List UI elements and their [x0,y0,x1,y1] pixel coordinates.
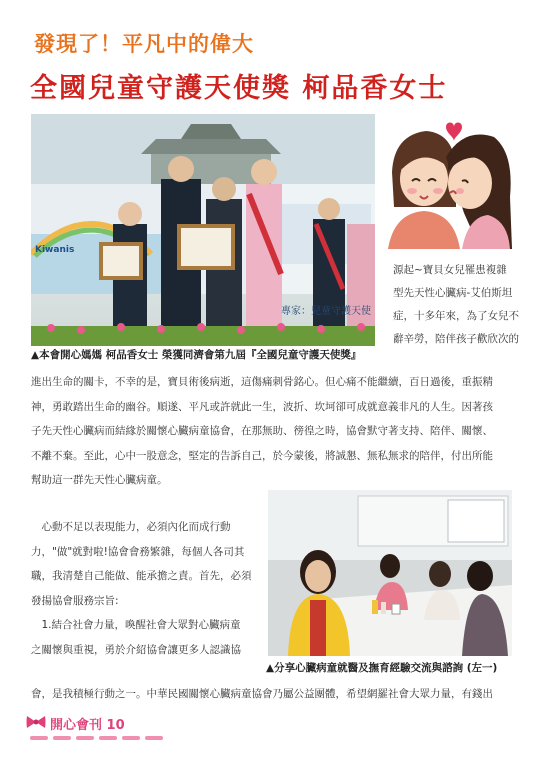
side-text-column [393,259,523,351]
kiwanis-banner-text: Kiwanis [35,245,75,255]
side-line: 型先天性心臟病-艾伯斯坦 [393,287,513,299]
footer-dash [30,736,48,740]
footer-dash [76,736,94,740]
footer-dash [99,736,117,740]
body-line: 發揚協會服務宗旨: [31,594,119,607]
footer-dash [53,736,71,740]
footer-dashes [30,736,163,740]
kissing-girls-illustration [384,117,514,249]
section-kicker: 發現了！平凡中的偉大 [34,32,254,56]
body-line: 子先天性心臟病而結緣於關懷心臟病童協會，在那無助、徬徨之時，協會默守著支持、陪伴、關懷、 [31,425,493,437]
bow-icon [26,714,46,734]
body-line: 幫助這一群先天性心臟病童。 [31,474,168,486]
body-paragraph-left [31,515,266,662]
body-line: 進出生命的關卡，不幸的是，寶貝術後病逝，這傷痛刺骨銘心。但心痛不能繼續，百日過後，重振精 [31,376,493,388]
page-footer [26,712,166,742]
award-ceremony-photo [31,114,375,346]
body-line: 心動不足以表現能力，必須內化而成行動 [31,521,231,533]
body-line: 之關懷與重視，勇於介紹協會讓更多人認識協 [31,643,241,656]
body-line: 不離不棄。至此，心中一股意念，堅定的告訴自己，於今蒙後，將誠懇、無私無求的陪伴，付出所能 [31,449,493,462]
body-line: 1.結合社會力量，喚醒社會大眾對心臟病童 [31,619,241,631]
footer-dash [122,736,140,740]
body-paragraph-full [31,370,521,493]
side-line: 症，十多年來，為了女兒不 [393,310,519,322]
page-headline: 全國兒童守護天使獎 柯品香女士 [30,73,448,104]
consultation-caption: ▲分享心臟病童就醫及撫育經驗交流與諮詢 (左一) [266,662,498,674]
side-line: 辭辛勞，陪伴孩子歡欣次的 [393,333,519,345]
body-line: 神，勇敢踏出生命的幽谷。順遂、平凡或許就此一生，波折、坎坷卻可成就意義非凡的人生。因著孩 [31,400,493,413]
consultation-photo [268,490,512,656]
body-line: 職，我清楚自己能做、能承擔之責。首先，必須 [31,570,252,582]
photo-caption: ▲本會開心媽媽 柯品香女士 榮獲同濟會第九屆『全國兒童守護天使獎』 [31,349,362,361]
footer-page-label: 開心會刊 10 [50,718,125,733]
side-line: 源起~寶貝女兒罹患複雜 [393,264,507,276]
photo-sign-text: 專家：兒童守護天使 [281,306,371,317]
body-line: 力，"做"就對啦!協會會務繁雜，每個人各司其 [31,545,245,558]
body-line-last: 會，是我積極行動之一。中華民國關懷心臟病童協會乃屬公益團體，希望網羅社會大眾力量，有錢出 [31,688,493,700]
footer-dash [145,736,163,740]
